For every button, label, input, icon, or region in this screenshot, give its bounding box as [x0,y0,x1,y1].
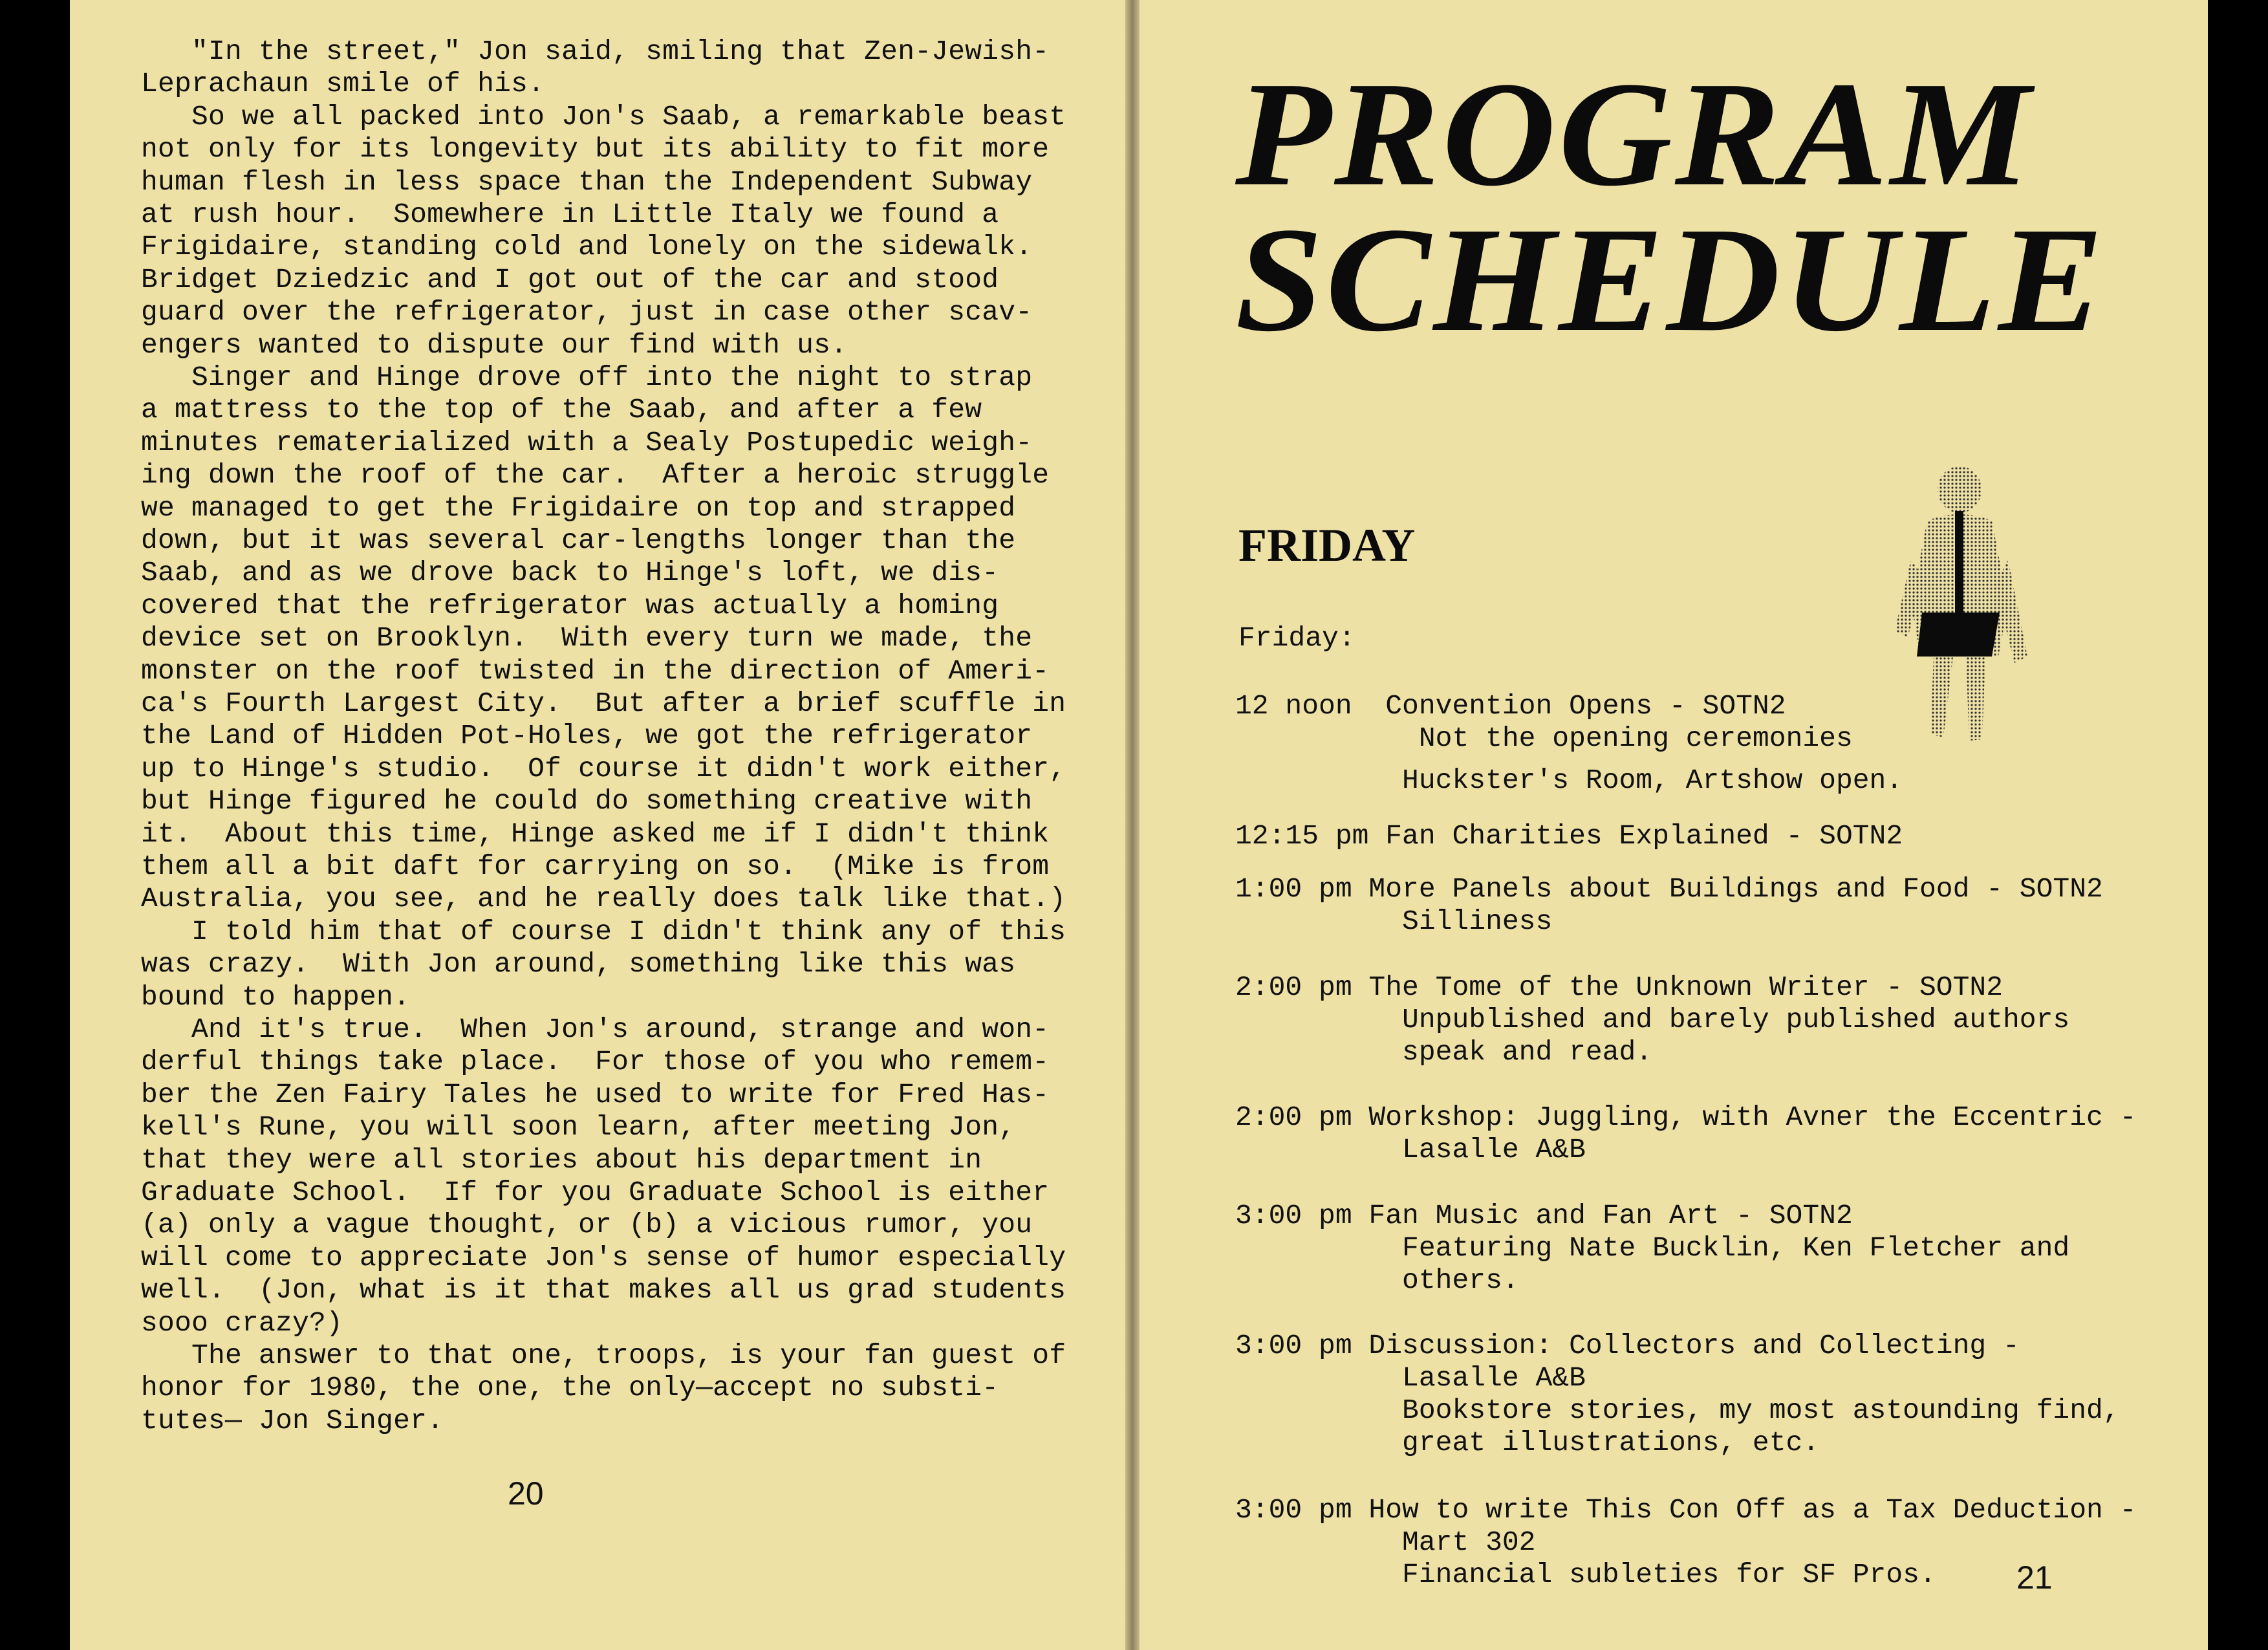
body-text-line: not only for its longevity but its ability to fit more [141,133,1050,166]
schedule-line: Featuring Nate Bucklin, Ken Fletcher and [1235,1232,2070,1264]
schedule-line: 12 noon Convention Opens - SOTN2 [1235,690,1786,722]
title-line-1: PROGRAM [1235,51,2034,217]
body-text-line: Saab, and as we drove back to Hinge's loft, we dis- [141,557,999,589]
body-text-line: down, but it was several car-lengths longer than the [141,525,1016,556]
schedule-line: speak and read. [1235,1036,1653,1068]
schedule-line: 2:00 pm Workshop: Juggling, with Avner the Eccentric - [1235,1102,2137,1133]
schedule-line: Lasalle A&B [1235,1134,1586,1166]
body-text-line: guard over the refrigerator, just in case other scav- [141,296,1033,329]
body-text-line: up to Hinge's studio. Of course it didn't work either, [141,752,1066,785]
body-text-line: Frigidaire, standing cold and lonely on the sidewalk. [141,231,1033,263]
body-text-line: ber the Zen Fairy Tales he used to write for Fred Has- [141,1078,1050,1111]
body-text-line: we managed to get the Frigidaire on top and strapped [141,492,1016,524]
body-text-line: Bridget Dziedzic and I got out of the car and stood [141,263,999,296]
page-title [1235,51,2106,363]
body-text-line: honor for 1980, the one, the only—accept no substi- [141,1372,999,1404]
body-text-line: that they were all stories about his department in [141,1144,982,1176]
right-page-number: 21 [2016,1559,2053,1596]
body-text-line: sooo crazy?) [141,1307,343,1339]
body-text-line: the Land of Hidden Pot-Holes, we got the refrigerator [141,720,1033,752]
schedule-line: Unpublished and barely published authors [1235,1004,2070,1036]
body-text-line: I told him that of course I didn't think any of this [141,915,1066,948]
body-text-line: will come to appreciate Jon's sense of humor especially [141,1241,1066,1274]
left-page-number: 20 [508,1475,544,1512]
schedule-line: 3:00 pm How to write This Con Off as a Tax Deduction - [1235,1494,2137,1526]
body-text-line: derful things take place. For those of you who remem- [141,1046,1050,1078]
body-text-line: ing down the roof of the car. After a heroic struggle [141,459,1050,492]
body-text-line: So we all packed into Jon's Saab, a remarkable beast [141,100,1066,133]
body-text-line: engers wanted to dispute our find with us. [141,329,848,361]
body-text-line: human flesh in less space than the Independent Subway [141,166,1033,198]
body-text-line: And it's true. When Jon's around, strange and won- [141,1014,1050,1045]
body-text-line: was crazy. With Jon around, something like this was [141,948,1016,981]
title-line-2: SCHEDULE [1235,197,2106,363]
body-text-line: Graduate School. If for you Graduate School is either [141,1177,1050,1208]
body-text-line: a mattress to the top of the Saab, and after a few [141,394,982,426]
body-text-line: Australia, you see, and he really does talk like that.) [141,883,1066,915]
schedule-line: Huckster's Room, Artshow open. [1235,765,1903,796]
body-text-line: well. (Jon, what is it that makes all us grad students [141,1274,1066,1307]
schedule-line: great illustrations, etc. [1235,1427,1820,1459]
body-text-line: covered that the refrigerator was actually a homing [141,589,999,622]
body-text-line: tutes— Jon Singer. [141,1404,444,1437]
schedule-line: Not the opening ceremonies [1235,722,1853,754]
body-text-line: Leprachaun smile of his. [141,68,545,100]
schedule-line: Mart 302 [1235,1526,1536,1558]
body-text-line: ca's Fourth Largest City. But after a brief scuffle in [141,688,1066,719]
body-text-line: them all a bit daft for carrying on so. (Mike is from [141,851,1050,882]
day-heading: FRIDAY [1238,519,1416,571]
body-text-line: minutes rematerialized with a Sealy Postupedic weigh- [141,426,1033,459]
body-text-line: Singer and Hinge drove off into the night to strap [141,362,1033,393]
schedule-line: 2:00 pm The Tome of the Unknown Writer - SOTN2 [1235,972,2003,1003]
standing-figure-illustration-icon [1888,462,2031,747]
schedule-line: Financial subleties for SF Pros. [1235,1559,1936,1590]
body-text-line: bound to happen. [141,981,411,1013]
body-text-line: "In the street," Jon said, smiling that Zen-Jewish- [141,36,1050,67]
body-text-line: The answer to that one, troops, is your fan guest of [141,1340,1066,1371]
body-text-line: but Hinge figured he could do something creative with [141,785,1033,818]
body-text-line: at rush hour. Somewhere in Little Italy we found a [141,199,999,230]
schedule-line: 3:00 pm Fan Music and Fan Art - SOTN2 [1235,1200,1853,1232]
body-text-line: kell's Rune, you will soon learn, after meeting Jon, [141,1111,1016,1144]
schedule-line: Lasalle A&B [1235,1362,1586,1394]
body-text-line: it. About this time, Hinge asked me if I didn't think [141,818,1050,850]
schedule-line: 1:00 pm More Panels about Buildings and Food - SOTN2 [1235,873,2103,905]
schedule-line: Bookstore stories, my most astounding find, [1235,1395,2120,1426]
schedule-line: Silliness [1235,906,1553,937]
body-text-line: device set on Brooklyn. With every turn we made, the [141,622,1033,655]
book-gutter [1125,0,1139,1650]
body-text-line: monster on the roof twisted in the direction of Ameri- [141,655,1050,687]
schedule-line: 12:15 pm Fan Charities Explained - SOTN2 [1235,820,1903,852]
day-label: Friday: [1238,622,1355,654]
body-text-line: (a) only a vague thought, or (b) a vicious rumor, you [141,1209,1033,1241]
schedule-line: 3:00 pm Discussion: Collectors and Collecting - [1235,1330,2020,1362]
schedule-line: others. [1235,1265,1519,1296]
